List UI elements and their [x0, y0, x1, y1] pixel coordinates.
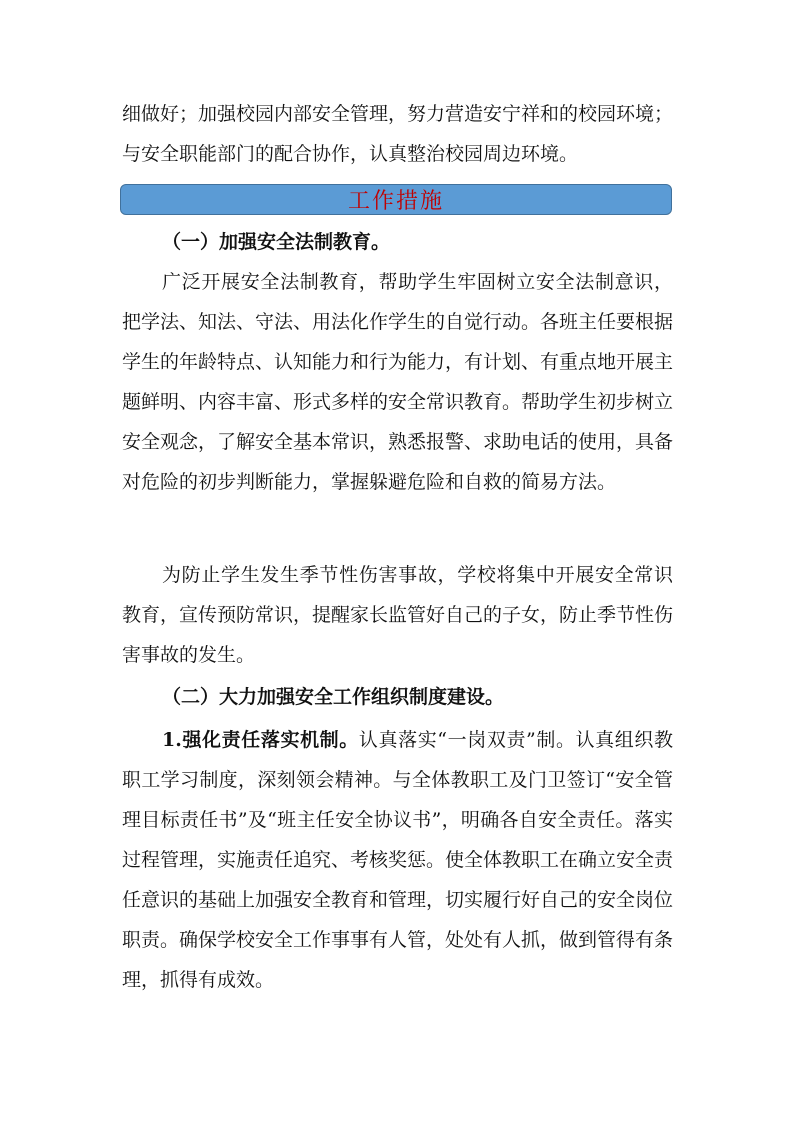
heading-two-text: （二）大力加强安全工作组织制度建设。	[162, 686, 505, 708]
section-banner	[120, 184, 672, 215]
heading-one-text: （一）加强安全法制教育。	[162, 231, 391, 253]
heading-one	[122, 222, 673, 262]
body-paragraph-one: 广泛开展安全法制教育，帮助学生牢固树立安全法制意识，把学法、知法、守法、用法化作学生的自觉行动。各班主任要根据学生的年龄特点、认知能力和行为能力，有计划、有重点地开展主题鲜明、内容丰富、形式多样的安全常识教育。帮助学生初步树立安全观念，了解安全基本常识，熟悉报警、求助电话的使用，具备对危险的初步判断能力，掌握躲避危险和自救的简易方法。	[122, 271, 674, 493]
item-one-paragraph	[122, 720, 673, 1000]
item-one-body: 认真落实“一岗双责”制。认真组织教职工学习制度，深刻领会精神。与全体教职工及门卫签订“安全管理目标责任书”及“班主任安全协议书”，明确各自安全责任。落实过程管理，实施责任追究、考核奖惩。使全体教职工在确立安全责任意识的基础上加强安全教育和管理，切实履行好自己的安全岗位职责。确保学校安全工作事事有人管，处处有人抓，做到管得有条理，抓得有成效。	[122, 729, 674, 991]
section-banner-title: 工作措施	[347, 189, 444, 214]
item-one-title: 1.强化责任落实机制。	[162, 729, 359, 751]
intro-continuation-paragraph: 细做好；加强校园内部安全管理，努力营造安宁祥和的校园环境；与安全职能部门的配合协作，认真整治校园周边环境。	[122, 103, 674, 165]
body-paragraph-two: 为防止学生发生季节性伤害事故，学校将集中开展安全常识教育，宣传预防常识，提醒家长监管好自己的子女，防止季节性伤害事故的发生。	[122, 564, 674, 666]
heading-two	[122, 677, 673, 717]
